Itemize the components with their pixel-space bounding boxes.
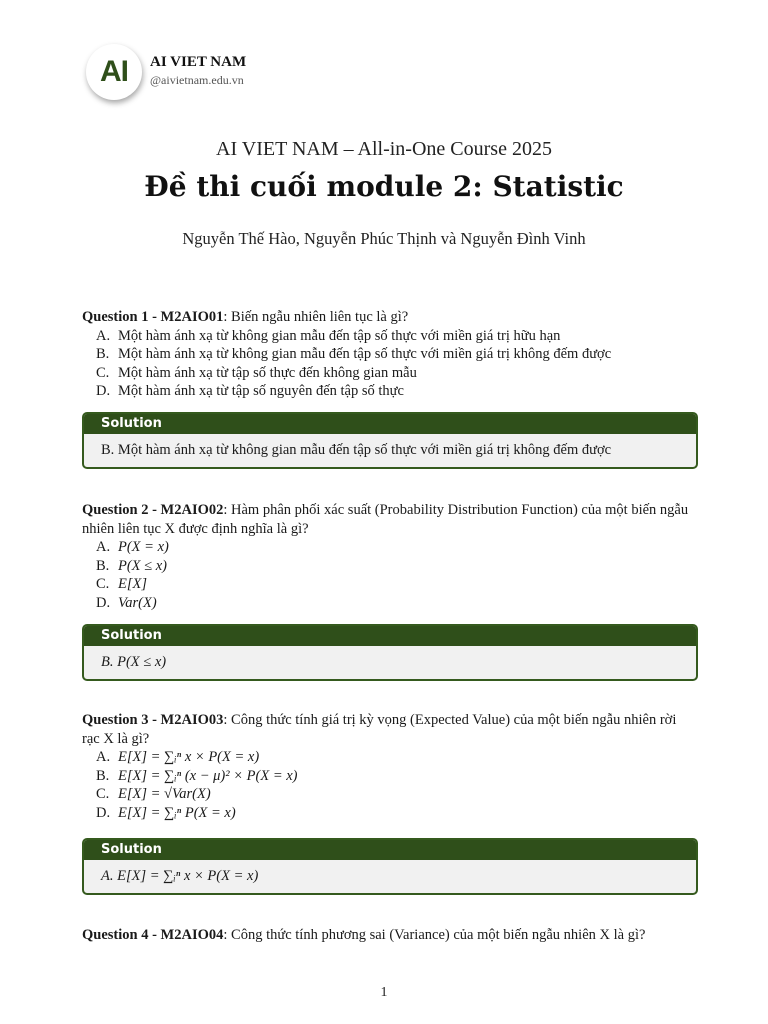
authors: Nguyễn Thế Hào, Nguyễn Phúc Thịnh và Nguyễn Đình Vinh <box>182 229 586 248</box>
option-text: Một hàm ánh xạ từ tập số nguyên đến tập số thực <box>118 383 404 399</box>
option-letter: D. <box>96 383 111 399</box>
options-list <box>82 748 696 822</box>
option-d <box>82 382 696 401</box>
option-c <box>82 575 696 594</box>
option-text: E[X] <box>118 576 147 592</box>
page-number: 1 <box>380 985 388 1000</box>
option-letter: C. <box>96 364 110 381</box>
solution-box-2 <box>82 624 698 681</box>
option-b <box>82 557 696 576</box>
solution-text: B. P(X ≤ x) <box>101 654 167 670</box>
option-text: E[X] = ∑ᵢⁿ x × P(X = x) <box>118 749 260 765</box>
solution-header: Solution <box>84 840 696 860</box>
option-letter: A. <box>96 539 111 555</box>
option-a <box>82 327 696 346</box>
option-text: E[X] = √Var(X) <box>118 786 211 802</box>
option-letter: B. <box>96 767 110 784</box>
option-letter: B. <box>96 557 110 574</box>
question-label: Question 4 - M2AIO04 <box>82 927 224 943</box>
option-b <box>82 345 696 364</box>
option-letter: D. <box>96 804 111 821</box>
option-text: E[X] = ∑ᵢⁿ P(X = x) <box>118 804 236 821</box>
option-b <box>82 767 696 786</box>
question-body: : Công thức tính giá trị kỳ vọng (Expected Value) của một biến ngẫu nhiên rời rạc X là gì? <box>82 712 677 747</box>
option-letter: D. <box>96 594 111 611</box>
option-c <box>82 364 696 383</box>
exam-title: Đề thi cuối module 2: Statistic <box>144 170 624 203</box>
brand-name: AI VIET NAM <box>150 54 247 70</box>
question-2 <box>82 501 696 612</box>
option-text: Một hàm ánh xạ từ không gian mẫu đến tập số thực với miền giá trị hữu hạn <box>118 327 561 344</box>
option-letter: A. <box>96 749 111 765</box>
solution-header: Solution <box>84 626 696 646</box>
logo: AI <box>86 44 142 100</box>
question-3 <box>82 711 696 822</box>
question-label: Question 1 - M2AIO01 <box>82 309 224 325</box>
options-list <box>82 327 696 401</box>
option-letter: C. <box>96 576 110 592</box>
solution-text: B. Một hàm ánh xạ từ không gian mẫu đến tập số thực với miền giá trị không đếm được <box>101 442 612 458</box>
option-letter: A. <box>96 327 111 344</box>
options-list <box>82 538 696 612</box>
option-text: P(X ≤ x) <box>118 557 168 574</box>
question-label: Question 3 - M2AIO03 <box>82 712 224 728</box>
solution-box-3 <box>82 838 698 895</box>
solution-header: Solution <box>84 414 696 434</box>
option-a <box>82 748 696 767</box>
option-text: Một hàm ánh xạ từ không gian mẫu đến tập số thực với miền giá trị không đếm được <box>118 346 612 362</box>
question-text <box>82 926 696 945</box>
question-body: : Biến ngẫu nhiên liên tục là gì? <box>223 309 409 325</box>
solution-text: A. E[X] = ∑ᵢⁿ x × P(X = x) <box>101 868 259 884</box>
solution-box-1 <box>82 412 698 469</box>
option-d <box>82 804 696 823</box>
option-d <box>82 594 696 613</box>
question-label: Question 2 - M2AIO02 <box>82 502 224 518</box>
brand-header <box>86 44 246 100</box>
brand-text <box>150 54 246 88</box>
question-text <box>82 308 696 327</box>
option-text: Var(X) <box>118 594 157 611</box>
question-body: : Công thức tính phương sai (Variance) của một biến ngẫu nhiên X là gì? <box>223 927 646 943</box>
question-text <box>82 501 696 538</box>
option-text: Một hàm ánh xạ từ tập số thực đến không gian mẫu <box>118 364 417 381</box>
option-c <box>82 785 696 804</box>
option-text: P(X = x) <box>118 539 169 555</box>
question-1 <box>82 308 696 401</box>
question-body: : Hàm phân phối xác suất (Probability Distribution Function) của một biến ngẫu nhiên liên tục X được định nghĩa là gì? <box>82 502 689 537</box>
brand-site: @aivietnam.edu.vn <box>150 73 244 87</box>
option-text: E[X] = ∑ᵢⁿ (x − μ)² × P(X = x) <box>118 767 298 784</box>
option-letter: B. <box>96 346 110 362</box>
option-a <box>82 538 696 557</box>
option-letter: C. <box>96 786 110 802</box>
question-4 <box>82 926 696 945</box>
question-text <box>82 711 696 748</box>
course-title: AI VIET NAM – All-in-One Course 2025 <box>216 138 552 160</box>
